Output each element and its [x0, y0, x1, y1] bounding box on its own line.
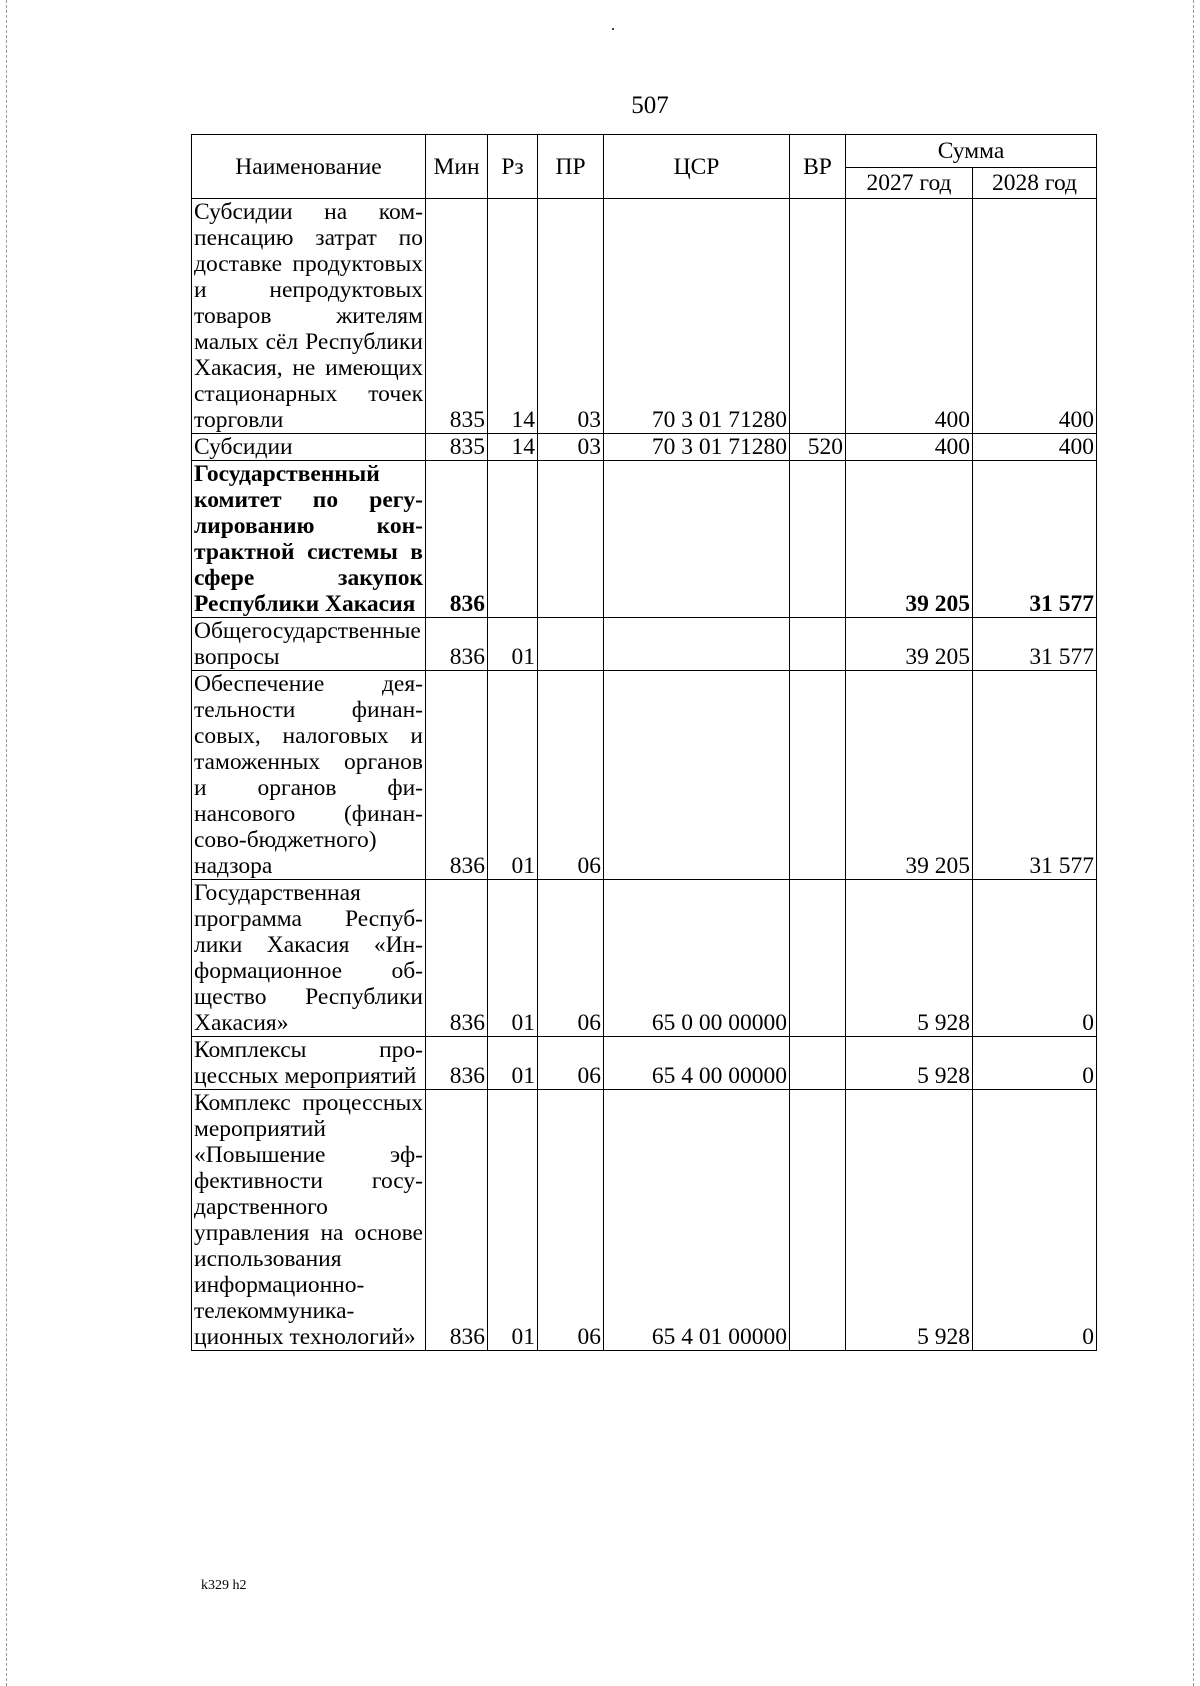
cell-vr: [790, 880, 846, 1037]
cell-name: Комплекс процессных мероприятий «Повышение эффективности государственного управления на основе использования информационно-телекоммуникационных технологий»: [192, 1090, 426, 1351]
cell-csr: 65 4 00 00000: [604, 1037, 790, 1090]
cell-rz: 01: [488, 1037, 538, 1090]
cell-vr: [790, 199, 846, 434]
cell-2027: 400: [846, 434, 973, 461]
cell-rz: 01: [488, 1090, 538, 1351]
table-row: [192, 1037, 1097, 1090]
cell-2027: 39 205: [846, 618, 973, 671]
cell-min: 836: [426, 1090, 488, 1351]
table-row: [192, 1090, 1097, 1351]
cell-rz: 01: [488, 618, 538, 671]
cell-min: 836: [426, 618, 488, 671]
cell-2028: 31 577: [973, 671, 1097, 880]
page-edge-right: [1193, 0, 1194, 1686]
cell-vr: [790, 1037, 846, 1090]
cell-name: Государственная программа Республики Хакасия «Информационное общество Республики Хакасия»: [192, 880, 426, 1037]
table-row: [192, 671, 1097, 880]
header-min: Мин: [426, 135, 488, 199]
cell-2028: 0: [973, 880, 1097, 1037]
budget-table: [191, 134, 1097, 1351]
page-number: 507: [631, 92, 669, 119]
table-row-bold: [192, 461, 1097, 618]
cell-2028: 400: [973, 199, 1097, 434]
cell-min: 836: [426, 1037, 488, 1090]
header-vr: ВР: [790, 135, 846, 199]
cell-rz: 01: [488, 671, 538, 880]
cell-csr: [604, 461, 790, 618]
cell-2027: 5 928: [846, 1037, 973, 1090]
cell-2028: 31 577: [973, 461, 1097, 618]
cell-vr: [790, 671, 846, 880]
cell-csr: 70 3 01 71280: [604, 199, 790, 434]
cell-csr: [604, 618, 790, 671]
header-pr: ПР: [538, 135, 604, 199]
cell-vr: [790, 618, 846, 671]
cell-vr: [790, 1090, 846, 1351]
cell-min: 835: [426, 199, 488, 434]
header-year-2027: 2027 год: [846, 168, 973, 199]
cell-pr: 03: [538, 199, 604, 434]
cell-min: 835: [426, 434, 488, 461]
cell-name: Субсидии на компенсацию затрат по доставке продуктовых и непродуктовых товаров жителям малых сёл Республики Хакасия, не имеющих стационарных точек торговли: [192, 199, 426, 434]
header-year-2028: 2028 год: [973, 168, 1097, 199]
cell-csr: 65 4 01 00000: [604, 1090, 790, 1351]
table-row: [192, 434, 1097, 461]
table-row: [192, 199, 1097, 434]
cell-rz: [488, 461, 538, 618]
cell-csr: [604, 671, 790, 880]
cell-2028: 31 577: [973, 618, 1097, 671]
table-row: [192, 618, 1097, 671]
header-rz: Рз: [488, 135, 538, 199]
header-sum: Сумма: [846, 135, 1097, 168]
cell-name: Комплексы процессных мероприятий: [192, 1037, 426, 1090]
cell-2027: 39 205: [846, 461, 973, 618]
cell-2027: 400: [846, 199, 973, 434]
cell-min: 836: [426, 880, 488, 1037]
scan-speck: [612, 28, 614, 30]
cell-pr: 06: [538, 1037, 604, 1090]
cell-min: 836: [426, 671, 488, 880]
table-row: [192, 880, 1097, 1037]
table-body: [192, 199, 1097, 1351]
page-edge-left: [6, 0, 7, 1686]
cell-min: 836: [426, 461, 488, 618]
cell-name: Субсидии: [192, 434, 426, 461]
cell-vr: [790, 461, 846, 618]
cell-pr: [538, 461, 604, 618]
cell-2028: 0: [973, 1037, 1097, 1090]
cell-2027: 5 928: [846, 1090, 973, 1351]
header-name: Наименование: [192, 135, 426, 199]
cell-2028: 400: [973, 434, 1097, 461]
cell-name: Обеспечение деятельности финансовых, налоговых и таможенных органов и органов финансового (финансово-бюджетного) надзора: [192, 671, 426, 880]
cell-csr: 70 3 01 71280: [604, 434, 790, 461]
cell-2027: 5 928: [846, 880, 973, 1037]
cell-name: Общегосударственные вопросы: [192, 618, 426, 671]
cell-2028: 0: [973, 1090, 1097, 1351]
cell-name: Государственный комитет по регулированию контрактной системы в сфере закупок Республики Хакасия: [192, 461, 426, 618]
cell-pr: 03: [538, 434, 604, 461]
cell-pr: 06: [538, 880, 604, 1037]
cell-rz: 14: [488, 434, 538, 461]
cell-rz: 14: [488, 199, 538, 434]
cell-rz: 01: [488, 880, 538, 1037]
table-header: [192, 135, 1097, 199]
cell-pr: 06: [538, 1090, 604, 1351]
cell-pr: 06: [538, 671, 604, 880]
cell-pr: [538, 618, 604, 671]
cell-vr: 520: [790, 434, 846, 461]
header-csr: ЦСР: [604, 135, 790, 199]
footer-code: k329 h2: [201, 1578, 247, 1593]
cell-2027: 39 205: [846, 671, 973, 880]
cell-csr: 65 0 00 00000: [604, 880, 790, 1037]
